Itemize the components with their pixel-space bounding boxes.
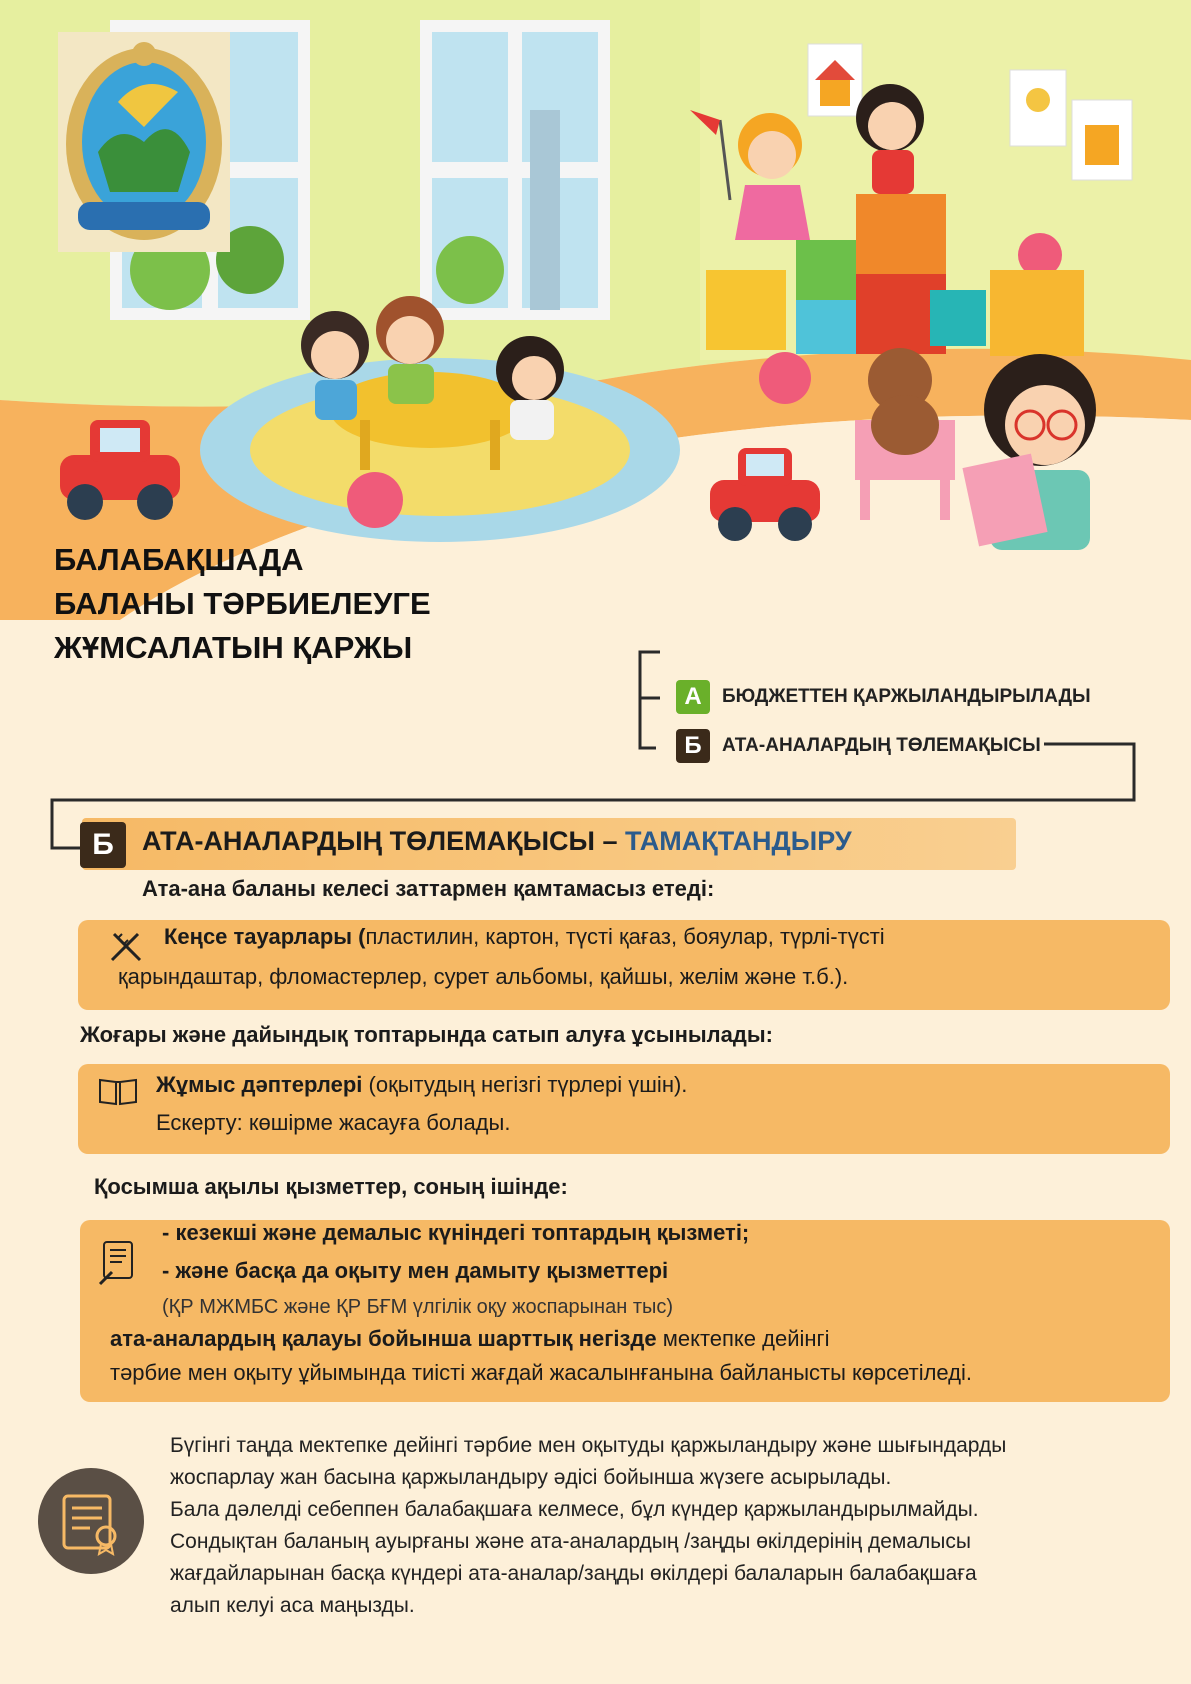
box3-line-4 bbox=[110, 1326, 829, 1352]
footer-line-5: жағдайларынан басқа күндері ата-аналар/заңды өкілдері балаларын балабақшаға bbox=[170, 1562, 977, 1585]
box1-line1-rest: пластилин, картон, түсті қағаз, бояулар, түрлі-түсті bbox=[365, 924, 885, 949]
legend-item-b bbox=[676, 729, 1041, 763]
footer-line-6: алып келуі аса маңызды. bbox=[170, 1594, 415, 1617]
certificate-scroll-icon bbox=[56, 1486, 126, 1556]
section-title-accent: ТАМАҚТАНДЫРУ bbox=[624, 826, 852, 856]
box3-line-3: (ҚР МЖМБС және ҚР БҒМ үлгілік оқу жоспарынан тыс) bbox=[162, 1296, 674, 1318]
box2-line-1 bbox=[156, 1072, 687, 1098]
section-intro: Ата-ана баланы келесі заттармен қамтамасыз етеді: bbox=[142, 876, 715, 901]
section-title-main: АТА-АНАЛАРДЫҢ ТӨЛЕМАҚЫСЫ – bbox=[142, 826, 625, 856]
legend-item-a bbox=[676, 680, 1091, 714]
title-line-3: ЖҰМСАЛАТЫН ҚАРЖЫ bbox=[54, 630, 413, 665]
box1-line-1 bbox=[164, 924, 885, 950]
heading-recommended: Жоғары және дайындық топтарында сатып алуға ұсынылады: bbox=[80, 1022, 773, 1047]
legend-badge-b: Б bbox=[676, 729, 710, 763]
window-right bbox=[420, 20, 610, 320]
footer-icon-badge bbox=[38, 1468, 144, 1574]
legend-text-a: БЮДЖЕТТЕН ҚАРЖЫЛАНДЫРЫЛАДЫ bbox=[722, 686, 1091, 707]
title-line-1: БАЛАБАҚШАДА bbox=[54, 542, 304, 577]
box2-bold: Жұмыс дәптерлері bbox=[156, 1072, 363, 1097]
footer-paragraph bbox=[170, 1430, 1150, 1622]
box3-line4-rest: мектепке дейінгі bbox=[656, 1326, 830, 1351]
section-title bbox=[142, 826, 852, 857]
title-line-2: БАЛАНЫ ТӘРБИЕЛЕУГЕ bbox=[54, 586, 431, 621]
box1-bold: Кеңсе тауарлары ( bbox=[164, 924, 366, 949]
legend-text-b: АТА-АНАЛАРДЫҢ ТӨЛЕМАҚЫСЫ bbox=[722, 735, 1041, 756]
page-title bbox=[54, 538, 574, 670]
box2-line1-rest: (оқытудың негізгі түрлері үшін). bbox=[362, 1072, 688, 1097]
box3-line-1: - кезекші және демалыс күніндегі топтардың қызметі; bbox=[162, 1220, 750, 1245]
footer-line-1: Бүгінгі таңда мектепке дейінгі тәрбие мен оқытуды қаржыландыру және шығындарды bbox=[170, 1434, 1007, 1457]
section-badge: Б bbox=[80, 822, 126, 868]
footer-line-2: жоспарлау жан басына қаржыландыру әдісі бойынша жүзеге асырылады. bbox=[170, 1466, 892, 1489]
footer-line-3: Бала дәлелді себеппен балабақшаға келмесе, бұл күндер қаржыландырылмайды. bbox=[170, 1498, 979, 1521]
legend-badge-a: А bbox=[676, 680, 710, 714]
box1-line-2: қарындаштар, фломастерлер, сурет альбомы, қайшы, желім және т.б.). bbox=[118, 964, 849, 989]
box3-line-5: тәрбие мен оқыту ұйымында тиісті жағдай жасалынғанына байланысты көрсетіледі. bbox=[110, 1360, 973, 1385]
box3-line-2: - және басқа да оқыту мен дамыту қызметтері bbox=[162, 1258, 669, 1283]
state-emblem-logo bbox=[58, 32, 230, 252]
open-book-icon bbox=[98, 1076, 138, 1106]
box3-line4-bold: ата-аналардың қалауы бойынша шарттық негізде bbox=[110, 1326, 657, 1351]
box2-line-2: Ескерту: көшірме жасауға болады. bbox=[156, 1110, 511, 1135]
contract-document-icon bbox=[96, 1238, 140, 1286]
pencil-ruler-icon bbox=[108, 928, 144, 964]
heading-extra-services: Қосымша ақылы қызметтер, соның ішінде: bbox=[94, 1174, 568, 1199]
footer-line-4: Сондықтан баланың ауырғаны және ата-аналардың /заңды өкілдерінің демалысы bbox=[170, 1530, 971, 1553]
